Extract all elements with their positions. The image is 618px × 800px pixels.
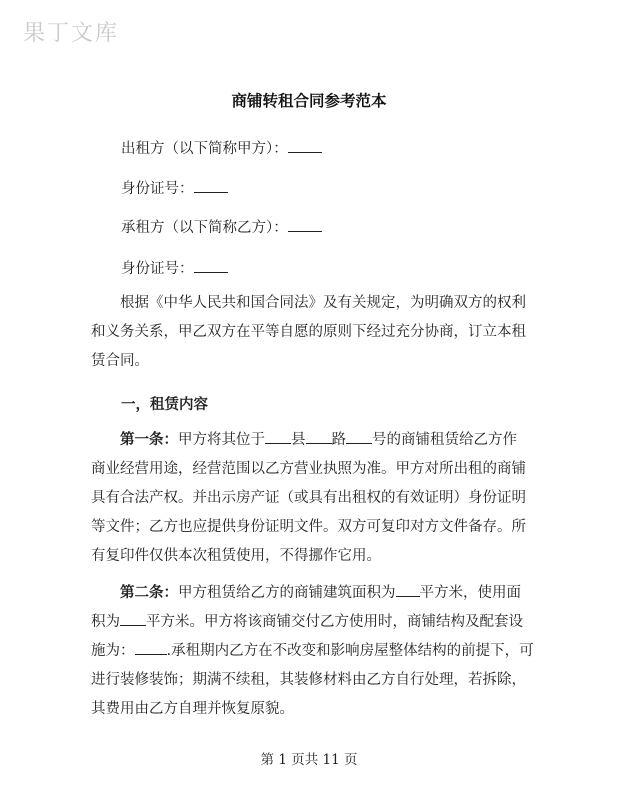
lessor-label: 出租方（以下简称甲方）：: [121, 141, 288, 157]
text-run: .承租期内乙方在不改变和影响房屋整体结构的前提下，可: [166, 643, 534, 659]
section-heading: 一，租赁内容: [121, 397, 208, 413]
text-run: 甲方租赁给乙方的商铺建筑面积为: [178, 585, 396, 601]
article-2-heading: 第二条：: [120, 585, 178, 601]
lessee-label: 承租方（以下简称乙方）：: [121, 220, 288, 236]
lessor-id-label: 身份证号：: [121, 181, 194, 197]
text-run: 施为：: [91, 643, 135, 659]
article-1: [91, 426, 527, 571]
article-1-line: 具有合法产权。并出示房产证（或具有出租权的有效证明）身份证明: [91, 490, 526, 506]
article-2-line: [91, 608, 527, 637]
article-1-heading: 第一条：: [120, 432, 178, 448]
article-1-line: 有复印件仅供本次租赁使用，不得挪作它用。: [91, 548, 381, 564]
area-blank: [396, 582, 420, 597]
text-run: 县: [291, 432, 306, 448]
watermark-logo: 果丁文库: [23, 21, 120, 46]
document-title: 商铺转租合同参考范本: [231, 92, 387, 110]
lessee-blank: [288, 217, 322, 232]
lessee-field: [121, 216, 322, 237]
lessor-id-field: [121, 177, 228, 198]
text-run: 甲方将其位于: [178, 432, 265, 448]
text-run: 号的商铺租赁给乙方作: [372, 432, 517, 448]
lessee-id-label: 身份证号：: [121, 261, 194, 277]
text-run: 积为: [91, 614, 120, 630]
text-run: 平方米，使用面: [419, 585, 521, 601]
usable-area-blank: [120, 611, 146, 626]
lessee-id-blank: [194, 258, 228, 273]
page-footer: 第 1 页共 11 页: [260, 752, 358, 768]
county-blank: [265, 429, 291, 444]
number-blank: [346, 429, 372, 444]
intro-paragraph: [91, 289, 527, 376]
intro-line: 根据《中华人民共和国合同法》及有关规定，为明确双方的权利: [120, 295, 526, 311]
lessor-blank: [288, 138, 322, 153]
article-1-line: 商业经营用途，经营范围以乙方营业执照为准。甲方对所出租的商铺: [91, 461, 526, 477]
article-2-line: 其费用由乙方自理并恢复原貌。: [91, 701, 294, 717]
facilities-blank: [135, 640, 167, 655]
intro-line: 和义务关系，甲乙双方在平等自愿的原则下经过充分协商，订立本租: [91, 324, 526, 340]
lessor-id-blank: [194, 178, 228, 193]
article-1-line: [91, 426, 527, 455]
article-2: [91, 579, 534, 724]
article-2-line: [91, 579, 527, 608]
text-run: 路: [331, 432, 346, 448]
lessor-field: [121, 137, 322, 158]
intro-line: 赁合同。: [91, 353, 149, 369]
article-2-line: [91, 637, 534, 666]
article-2-line: 进行装修装饰；期满不续租，其装修材料由乙方自行处理，若拆除，: [91, 672, 526, 688]
article-1-line: 等文件；乙方也应提供身份证明文件。双方可复印对方文件备存。所: [91, 519, 526, 535]
road-blank: [306, 429, 332, 444]
lessee-id-field: [121, 257, 228, 278]
text-run: 平方米。甲方将该商铺交付乙方使用时，商铺结构及配套设: [146, 614, 523, 630]
